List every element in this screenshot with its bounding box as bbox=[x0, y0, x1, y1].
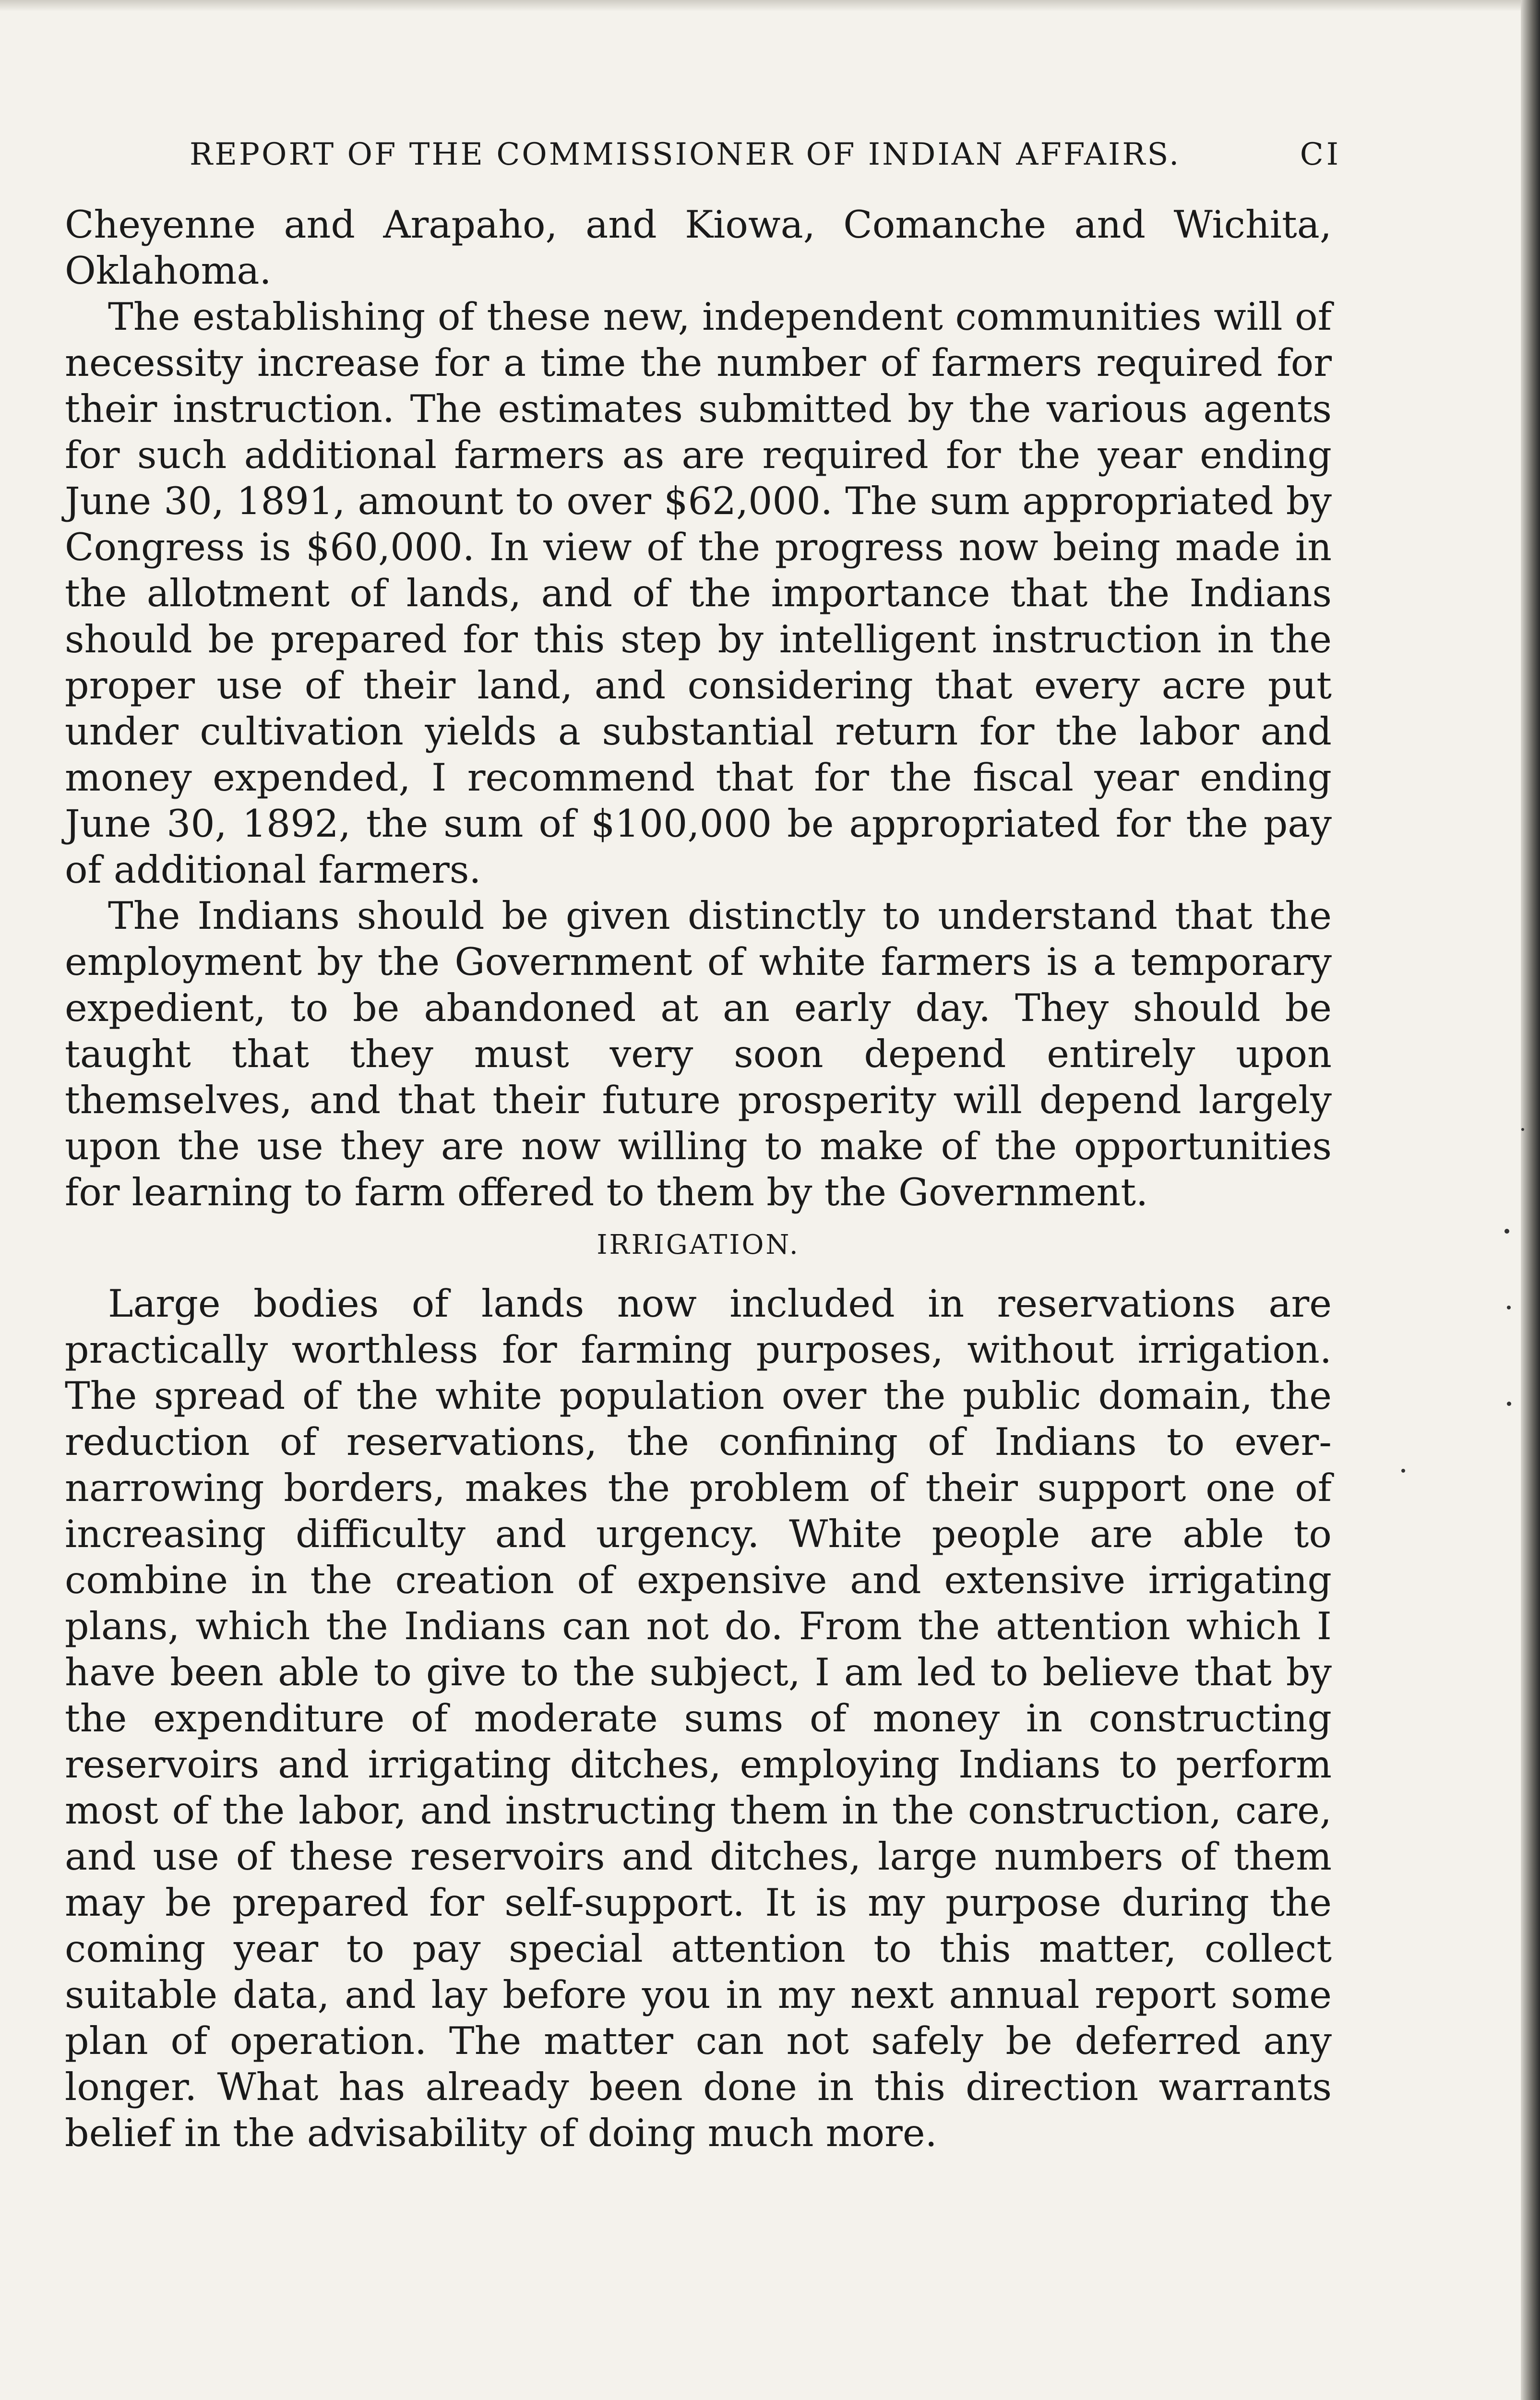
print-speck bbox=[1401, 1469, 1405, 1473]
body-text bbox=[65, 202, 1332, 2156]
page-top-shadow bbox=[0, 0, 1540, 12]
running-head bbox=[190, 137, 1341, 175]
paragraph-farmers-estimates: The establishing of these new, independent communities will of necessity increase for a time the number of farmers required for their instruction. The estimates submitted by the various agents for such additional farmers as are required for the year ending June 30, 1891, amount to over $62,000. The sum appropriated by Congress is $60,000. In view of the progress now being made in the allotment of lands, and of the importance that the Indians should be prepared for this step by intelligent instruction in the proper use of their land, and considering that every acre put under cultivation yields a substantial return for the labor and money expended, I recommend that for the fiscal year ending June 30, 1892, the sum of $100,000 be appropriated for the pay of additional farmers. bbox=[65, 295, 1332, 892]
page-number: CI bbox=[1300, 137, 1341, 172]
paragraph-irrigation: Large bodies of lands now included in reservations are practically worthless for farming purposes, without irrigation. The spread of the white population over the public domain, the reduction of reservations, the confining of Indians to ever-narrowing borders, makes the problem of their support one of increasing difficulty and urgency. White people are able to combine in the creation of expensive and extensive irrigating plans, which the Indians can not do. From the attention which I have been able to give to the subject, I am led to believe that by the expenditure of moderate sums of money in constructing reservoirs and irrigating ditches, employing Indians to perform most of the labor, and instructing them in the construction, care, and use of these reservoirs and ditches, large numbers of them may be prepared for self-support. It is my purpose during the coming year to pay special attention to this matter, collect suitable data, and lay before you in my next annual report some plan of operation. The matter can not safely be deferred any longer. What has already been done in this direction warrants belief in the advisability of doing much more. bbox=[65, 1282, 1332, 2155]
page-right-edge bbox=[1521, 0, 1540, 2400]
section-heading-irrigation: IRRIGATION. bbox=[597, 1229, 800, 1260]
print-speck bbox=[1507, 1306, 1511, 1309]
paragraph-temporary-expedient: The Indians should be given distinctly to understand that the employment by the Government of white farmers is a temporary expedient, to be abandoned at an early day. They should be taught that they must very soon depend entirely upon themselves, and that their future prosperity will depend largely upon the use they are now willing to make of the opportunities for learning to farm offered to them by the Government. bbox=[65, 894, 1332, 1214]
print-speck bbox=[1521, 1128, 1524, 1131]
running-title: REPORT OF THE COMMISSIONER OF INDIAN AFFAIRS. bbox=[190, 137, 1181, 172]
print-speck bbox=[1507, 1402, 1511, 1406]
print-speck bbox=[1504, 1229, 1509, 1234]
continuation-paragraph: Cheyenne and Arapaho, and Kiowa, Comanche and Wichita, Oklahoma. bbox=[65, 203, 1332, 293]
